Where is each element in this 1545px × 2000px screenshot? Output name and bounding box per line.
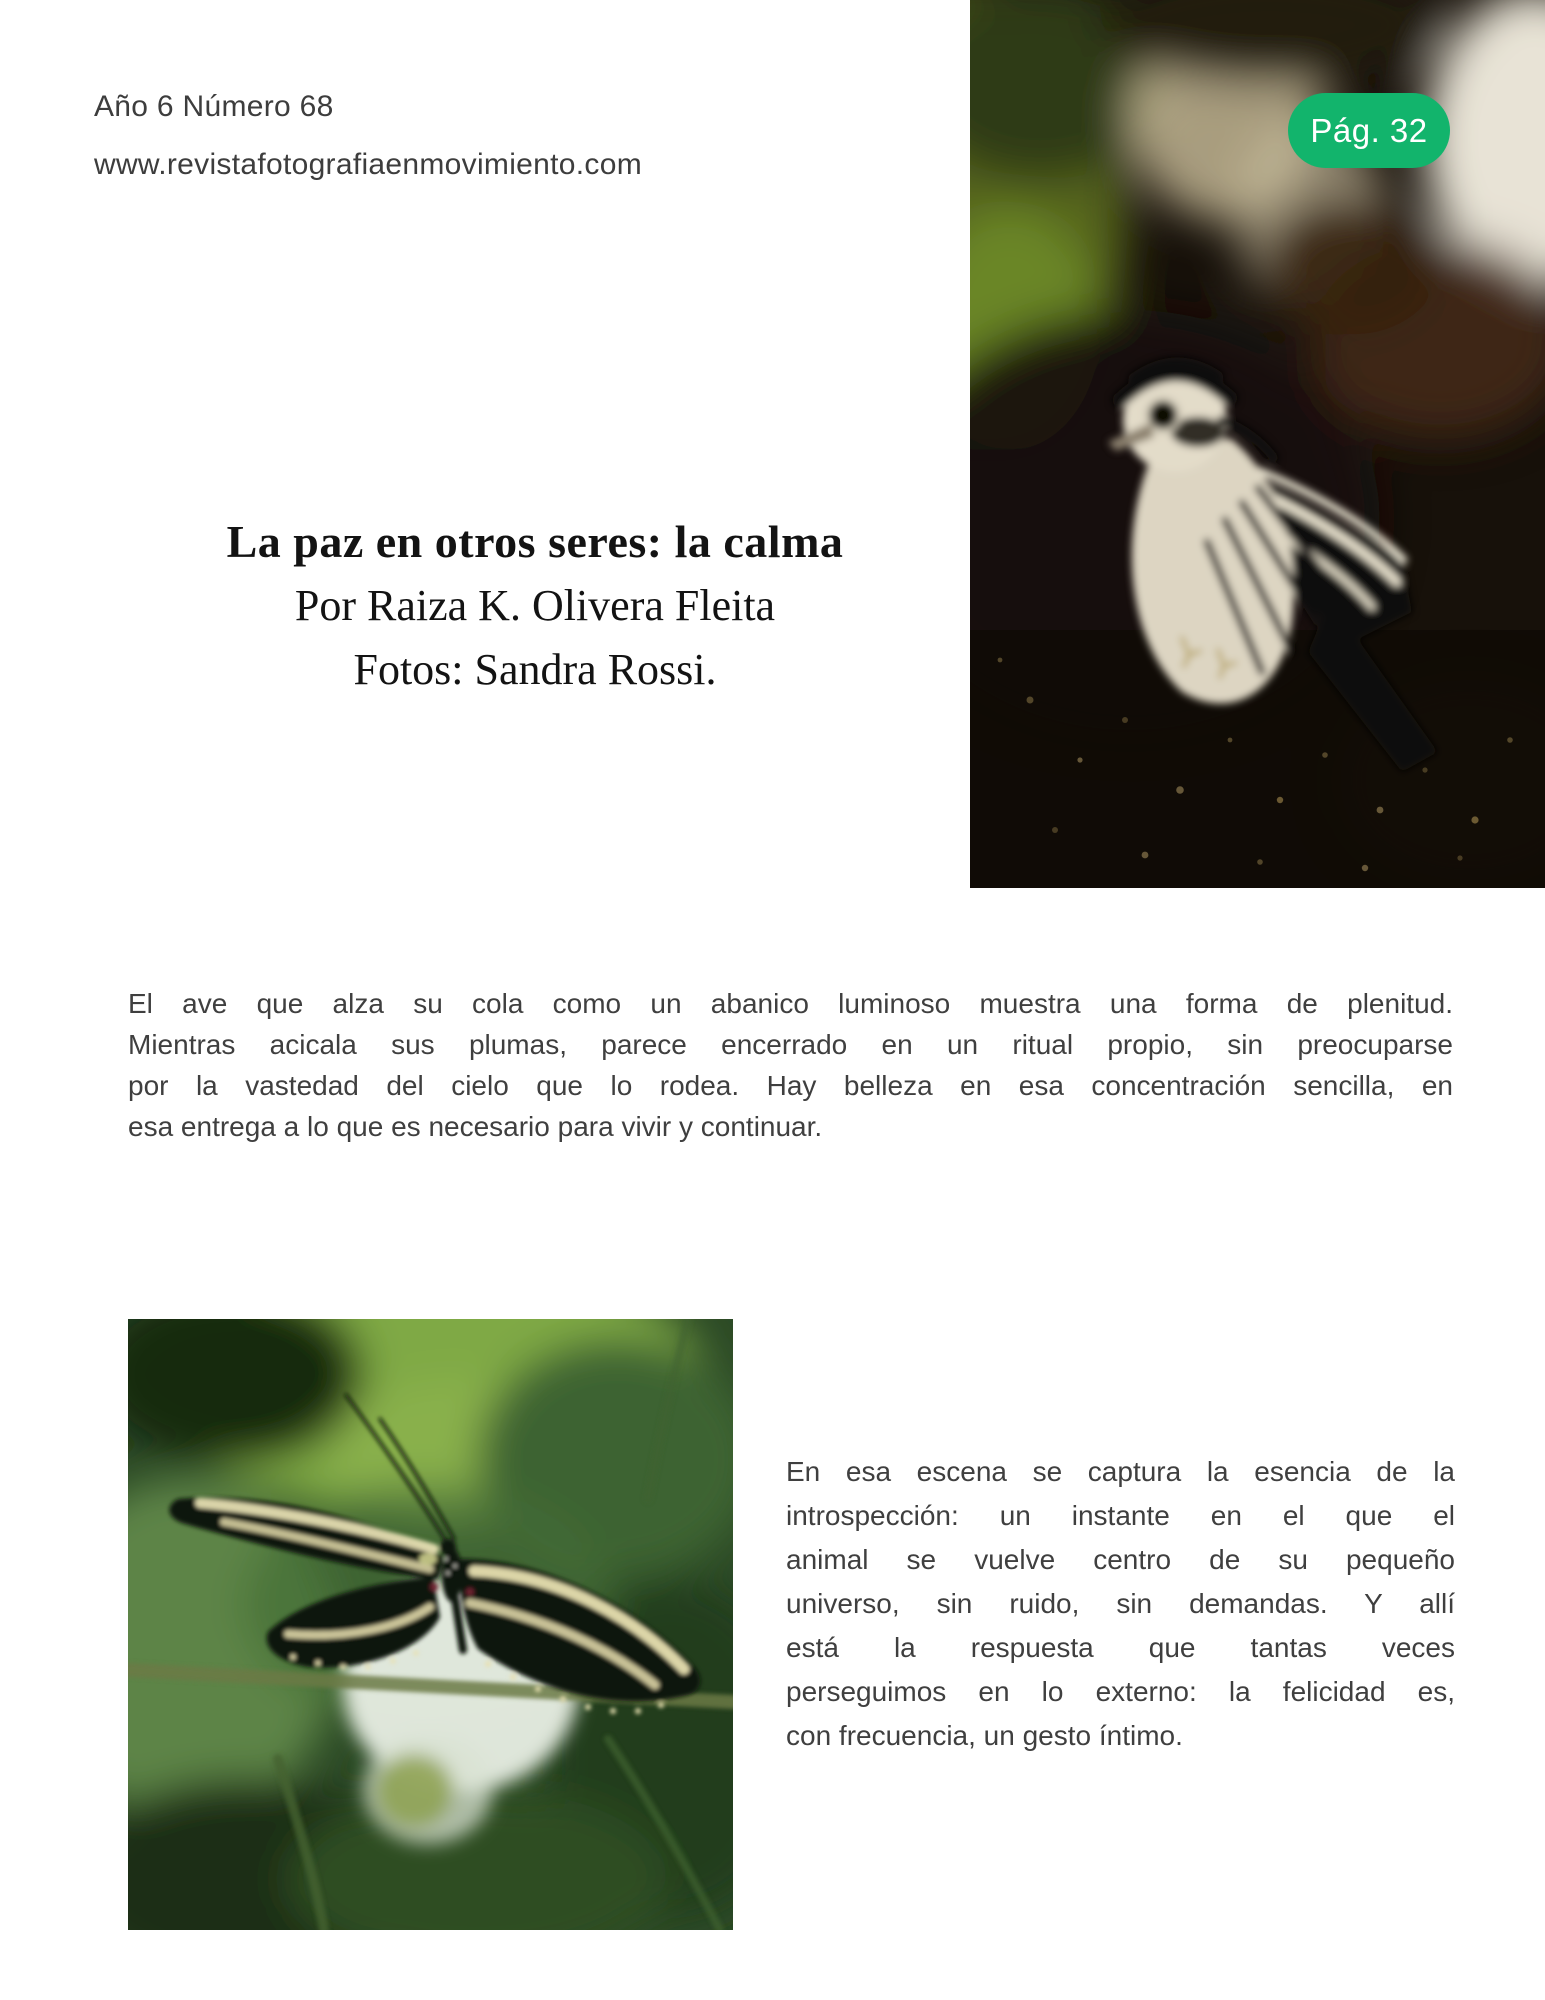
- text-line: por la vastedad del cielo que lo rodea. Hay belleza en esa concentración sencilla, en: [128, 1070, 1453, 1101]
- butterfly-photo: [128, 1319, 733, 1930]
- text-line: Mientras acicala sus plumas, parece encerrado en un ritual propio, sin preocuparse: [128, 1029, 1453, 1060]
- text-line: El ave que alza su cola como un abanico luminoso muestra una forma de plenitud.: [128, 988, 1453, 1019]
- bird-photo-art: [970, 0, 1545, 888]
- issue-number: Año 6 Número 68: [94, 90, 334, 123]
- text-line: En esa escena se captura la esencia de la: [786, 1456, 1455, 1487]
- page-number-label: Pág. 32: [1310, 111, 1428, 149]
- text-line: esa entrega a lo que es necesario para vivir y continuar.: [128, 1111, 823, 1142]
- page-number-badge: [1288, 93, 1450, 168]
- article-title-block: [130, 510, 940, 702]
- photo-credit: Fotos: Sandra Rossi.: [353, 645, 717, 694]
- butterfly-photo-art: [128, 1319, 733, 1930]
- text-line: perseguimos en lo externo: la felicidad es,: [786, 1676, 1455, 1707]
- text-line: introspección: un instante en el que el: [786, 1500, 1455, 1531]
- article-title: La paz en otros seres: la calma: [226, 516, 844, 567]
- text-line: está la respuesta que tantas veces: [786, 1632, 1455, 1663]
- article-byline: Por Raiza K. Olivera Fleita: [294, 581, 776, 630]
- website-url: www.revistafotografiaenmovimiento.com: [94, 148, 642, 181]
- text-line: animal se vuelve centro de su pequeño: [786, 1544, 1455, 1575]
- bird-photo: [970, 0, 1545, 888]
- text-line: universo, sin ruido, sin demandas. Y allí: [786, 1588, 1455, 1619]
- paragraph-two: [786, 1450, 1455, 1758]
- issue-info: [94, 78, 642, 194]
- paragraph-one: [128, 983, 1453, 1147]
- text-line: con frecuencia, un gesto íntimo.: [786, 1720, 1183, 1751]
